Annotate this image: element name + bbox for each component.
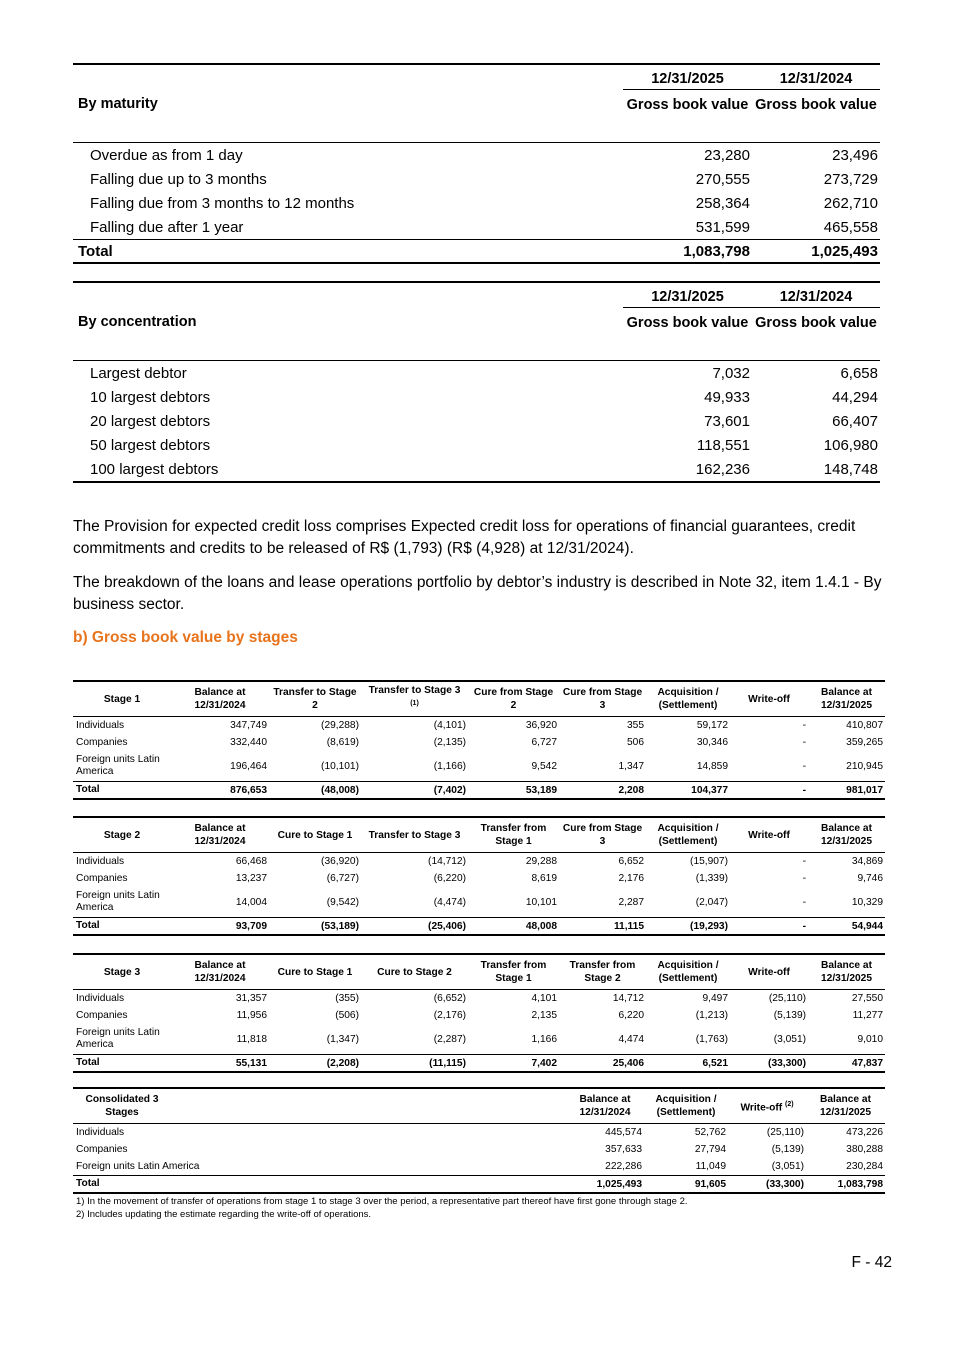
table-cell: 14,004 xyxy=(235,896,267,908)
table-cell: 52,762 xyxy=(694,1127,726,1138)
table-cell: 162,236 xyxy=(623,457,752,482)
table-row xyxy=(73,887,885,918)
table-cell: 355 xyxy=(627,720,644,731)
table-cell: Foreign units Latin America xyxy=(76,890,160,913)
table-cell: (1,213) xyxy=(695,1010,728,1021)
table-cell: 53,189 xyxy=(468,782,559,800)
table-cell: 273,729 xyxy=(823,170,878,188)
table-cell: (1,339) xyxy=(695,873,728,884)
concentration-date-2024: 12/31/2024 xyxy=(752,282,880,308)
table-cell: 347,749 xyxy=(230,720,267,731)
col-header: Acquisition / (Settlement) xyxy=(646,954,730,990)
table-cell: Individuals xyxy=(76,719,125,731)
concentration-col-gross-2: Gross book value xyxy=(752,308,880,361)
table-cell: 59,172 xyxy=(696,720,728,731)
col-header: Acquisition / (Settlement) xyxy=(646,817,730,853)
table-cell: Individuals xyxy=(76,992,125,1004)
stage2-table xyxy=(73,816,885,936)
table-total-row xyxy=(73,782,885,800)
col-header: Transfer from Stage 2 xyxy=(559,954,646,990)
table-cell: (5,139) xyxy=(771,1144,804,1155)
table-row xyxy=(73,1007,885,1024)
table-cell: Largest debtor xyxy=(90,364,187,382)
table-cell: - xyxy=(802,737,806,748)
col-header: Cure from Stage 2 xyxy=(468,681,559,717)
table-cell: 2,176 xyxy=(618,873,644,884)
concentration-title: By concentration xyxy=(73,308,623,361)
table-cell: 9,542 xyxy=(531,760,557,772)
table-cell: Total xyxy=(73,240,623,264)
table-cell: 36,920 xyxy=(525,720,557,731)
maturity-col-gross-1: Gross book value xyxy=(623,90,752,143)
table-cell: (14,712) xyxy=(428,856,466,867)
table-row xyxy=(73,1141,885,1158)
table-cell: 981,017 xyxy=(808,782,885,800)
table-cell: 9,746 xyxy=(857,873,883,884)
col-header: Write-off $^{(2)}$ xyxy=(728,1088,806,1124)
table-cell: (1,763) xyxy=(695,1033,728,1045)
table-row xyxy=(73,385,880,409)
table-cell: (3,051) xyxy=(771,1161,804,1172)
table-cell: Foreign units Latin America xyxy=(76,754,160,777)
table-cell: (7,402) xyxy=(361,782,468,800)
table-cell: 6,658 xyxy=(840,364,878,382)
table-cell: 14,712 xyxy=(612,993,644,1004)
table-cell: (8,619) xyxy=(326,737,359,748)
table-row xyxy=(73,1158,885,1176)
table-cell: Total xyxy=(73,918,171,936)
table-cell: (4,101) xyxy=(433,720,466,731)
page-number: F - 42 xyxy=(851,1254,892,1271)
table-cell: (25,406) xyxy=(361,918,468,936)
table-cell: - xyxy=(802,856,806,867)
table-cell: Individuals xyxy=(76,855,125,867)
table-cell: 1,166 xyxy=(531,1033,557,1045)
table-cell: 1,025,493 xyxy=(566,1176,644,1194)
table-cell: 465,558 xyxy=(823,218,878,236)
table-row xyxy=(73,143,880,168)
col-header: Transfer from Stage 1 xyxy=(468,954,559,990)
table-cell: 27,550 xyxy=(851,993,883,1004)
col-header: Consolidated 3 Stages xyxy=(73,1088,171,1124)
table-cell: - xyxy=(802,760,806,772)
table-row xyxy=(73,191,880,215)
table-cell: 11,956 xyxy=(236,1010,267,1021)
table-cell: Overdue as from 1 day xyxy=(90,146,243,164)
table-cell: - xyxy=(802,896,806,908)
table-total-row xyxy=(73,240,880,264)
table-cell: 380,288 xyxy=(846,1144,883,1155)
table-cell: Total xyxy=(73,1055,171,1073)
table-cell: Companies xyxy=(76,1009,128,1021)
table-row xyxy=(73,1124,885,1142)
table-cell: 29,288 xyxy=(525,856,557,867)
col-header: Acquisition / (Settlement) xyxy=(644,1088,728,1124)
consolidated-table xyxy=(73,1087,885,1194)
table-cell: 20 largest debtors xyxy=(90,412,211,430)
col-header: Balance at 12/31/2025 xyxy=(808,954,885,990)
concentration-table xyxy=(73,281,880,483)
table-cell: 506 xyxy=(627,737,644,748)
table-cell: 270,555 xyxy=(695,170,750,188)
table-cell: 6,727 xyxy=(531,737,557,748)
table-cell: Companies xyxy=(76,1143,128,1155)
table-cell: Individuals xyxy=(76,1126,125,1138)
table-total-row xyxy=(73,1176,885,1194)
table-cell: 9,010 xyxy=(857,1033,883,1045)
col-header: Balance at 12/31/2024 xyxy=(566,1088,644,1124)
col-header: Write-off xyxy=(730,817,808,853)
table-cell: 13,237 xyxy=(235,873,267,884)
table-row xyxy=(73,990,885,1008)
col-header: Cure to Stage 1 xyxy=(269,817,361,853)
table-cell: (5,139) xyxy=(773,1010,806,1021)
table-cell: (36,920) xyxy=(321,856,359,867)
table-cell: 1,083,798 xyxy=(623,240,752,264)
breakdown-paragraph: The breakdown of the loans and lease operations portfolio by debtor’s industry is described in Note 32, item 1.4.1 - By business sector. xyxy=(73,574,882,613)
table-cell: (2,047) xyxy=(695,896,728,908)
table-cell: 91,605 xyxy=(644,1176,728,1194)
table-cell: 473,226 xyxy=(846,1127,883,1138)
table-cell: - xyxy=(730,918,808,936)
table-cell: (355) xyxy=(335,993,359,1004)
footnote-2: 2) Includes updating the estimate regarding the write-off of operations. xyxy=(76,1209,372,1220)
col-header: Transfer to Stage 2 xyxy=(269,681,361,717)
col-header: Transfer to Stage 3 $^{(1)}$ xyxy=(361,681,468,717)
table-cell: Falling due after 1 year xyxy=(90,218,244,236)
table-row xyxy=(73,215,880,240)
table-row xyxy=(73,1024,885,1055)
table-cell: (6,220) xyxy=(433,873,466,884)
table-cell: (15,907) xyxy=(690,856,728,867)
table-cell: Falling due up to 3 months xyxy=(90,170,267,188)
table-cell: (1,166) xyxy=(433,760,466,772)
table-row xyxy=(73,870,885,887)
col-header: Balance at 12/31/2025 xyxy=(808,681,885,717)
table-cell: (29,288) xyxy=(321,720,359,731)
footnote-ref-2: (2) xyxy=(784,1100,794,1108)
col-header: Cure from Stage 3 xyxy=(559,681,646,717)
table-cell: 23,280 xyxy=(704,146,750,164)
table-cell: (4,474) xyxy=(433,896,466,908)
col-header: Balance at 12/31/2024 xyxy=(171,954,269,990)
provision-paragraph: The Provision for expected credit loss comprises Expected credit loss for operations of financial guarantees, credit commitments and credits to be released of R$ (1,793) (R$ (4,928) at 12/31/2024). xyxy=(73,518,856,557)
table-cell: 359,265 xyxy=(846,737,883,748)
table-cell: (2,135) xyxy=(433,737,466,748)
table-cell: 210,945 xyxy=(846,760,883,772)
table-cell: 7,032 xyxy=(712,364,750,382)
table-cell: (48,008) xyxy=(269,782,361,800)
table-cell: 1,347 xyxy=(618,760,644,772)
table-cell: 31,357 xyxy=(235,993,267,1004)
table-cell: Companies xyxy=(76,872,128,884)
table-cell: (53,189) xyxy=(269,918,361,936)
table-cell: (33,300) xyxy=(728,1176,806,1194)
table-cell: 445,574 xyxy=(605,1127,642,1138)
section-heading: b) Gross book value by stages xyxy=(73,629,298,646)
col-header: Cure to Stage 2 xyxy=(361,954,468,990)
concentration-date-2025: 12/31/2025 xyxy=(623,282,752,308)
table-cell: 34,869 xyxy=(851,856,883,867)
table-cell: 66,407 xyxy=(832,412,878,430)
table-cell: 10,329 xyxy=(851,896,883,908)
table-cell: 23,496 xyxy=(832,146,878,164)
col-header: Balance at 12/31/2024 xyxy=(171,681,269,717)
table-cell: - xyxy=(730,782,808,800)
col-header: Cure from Stage 3 xyxy=(559,817,646,853)
table-cell: (11,115) xyxy=(361,1055,468,1073)
table-cell: 1,083,798 xyxy=(806,1176,885,1194)
col-header: Stage 1 xyxy=(73,681,171,717)
table-cell: 2,135 xyxy=(531,1010,557,1021)
table-row xyxy=(73,167,880,191)
table-cell: 6,220 xyxy=(618,1010,644,1021)
table-cell: (1,347) xyxy=(326,1033,359,1045)
stage3-table xyxy=(73,953,885,1073)
table-cell: (10,101) xyxy=(321,760,359,772)
table-cell: 104,377 xyxy=(646,782,730,800)
table-cell: (2,176) xyxy=(433,1010,466,1021)
table-cell: - xyxy=(802,720,806,731)
table-cell: 531,599 xyxy=(695,218,750,236)
table-cell: 10,101 xyxy=(525,896,557,908)
table-cell: 10 largest debtors xyxy=(90,388,211,406)
table-cell: 11,277 xyxy=(852,1010,883,1021)
col-header: Stage 3 xyxy=(73,954,171,990)
table-cell: 1,025,493 xyxy=(752,240,880,264)
table-cell: 118,551 xyxy=(696,436,750,454)
table-cell: (506) xyxy=(335,1010,359,1021)
table-cell: 9,497 xyxy=(702,993,728,1004)
table-cell: 196,464 xyxy=(230,760,267,772)
table-cell: 100 largest debtors xyxy=(73,457,623,482)
table-cell: 106,980 xyxy=(823,436,878,454)
maturity-date-2024: 12/31/2024 xyxy=(752,64,880,90)
table-row xyxy=(73,409,880,433)
table-cell: 48,008 xyxy=(468,918,559,936)
maturity-date-2025: 12/31/2025 xyxy=(623,64,752,90)
table-row xyxy=(73,717,885,735)
table-cell: 44,294 xyxy=(832,388,878,406)
table-cell: 357,633 xyxy=(605,1144,642,1155)
table-cell: 73,601 xyxy=(704,412,750,430)
table-cell: Foreign units Latin America xyxy=(76,1160,200,1172)
table-cell: (19,293) xyxy=(646,918,730,936)
table-cell: 7,402 xyxy=(468,1055,559,1073)
stage1-table xyxy=(73,680,885,800)
table-cell: 54,944 xyxy=(808,918,885,936)
table-cell: 66,468 xyxy=(235,856,267,867)
table-cell: 4,101 xyxy=(531,993,557,1004)
table-cell: (6,727) xyxy=(326,873,359,884)
maturity-title: By maturity xyxy=(73,90,623,143)
table-cell: 2,287 xyxy=(618,896,644,908)
table-row xyxy=(73,457,880,482)
table-cell: 258,364 xyxy=(695,194,750,212)
table-cell: 30,346 xyxy=(696,737,728,748)
table-cell: 25,406 xyxy=(559,1055,646,1073)
maturity-col-gross-2: Gross book value xyxy=(752,90,880,143)
table-cell: 332,440 xyxy=(230,737,267,748)
col-header: Transfer to Stage 3 xyxy=(361,817,468,853)
table-total-row xyxy=(73,1055,885,1073)
concentration-col-gross-1: Gross book value xyxy=(623,308,752,361)
table-row xyxy=(73,361,880,386)
table-row xyxy=(73,853,885,871)
footnote-ref-1: (1) xyxy=(410,700,419,708)
table-cell: 410,807 xyxy=(846,720,883,731)
table-cell: Falling due from 3 months to 12 months xyxy=(90,194,355,212)
table-cell: (6,652) xyxy=(433,993,466,1004)
table-cell: 11,115 xyxy=(559,918,646,936)
table-cell: 6,652 xyxy=(618,856,644,867)
col-header: Stage 2 xyxy=(73,817,171,853)
table-row xyxy=(73,433,880,457)
table-row xyxy=(73,751,885,782)
table-cell: 222,286 xyxy=(605,1161,642,1172)
table-cell: (9,542) xyxy=(326,896,359,908)
table-cell: 876,653 xyxy=(171,782,269,800)
footnote-1: 1) In the movement of transfer of operations from stage 1 to stage 3 over the period, a representative part thereof have first gone through stage 2. xyxy=(76,1196,688,1207)
table-cell: Total xyxy=(73,1176,566,1194)
table-cell: 2,208 xyxy=(559,782,646,800)
col-header: Balance at 12/31/2025 xyxy=(806,1088,885,1124)
table-cell: - xyxy=(802,873,806,884)
table-cell: Total xyxy=(73,782,171,800)
table-total-row xyxy=(73,918,885,936)
table-cell: 148,748 xyxy=(752,457,880,482)
table-cell: (25,110) xyxy=(768,993,806,1004)
col-header: Balance at 12/31/2025 xyxy=(808,817,885,853)
table-cell: 11,818 xyxy=(236,1033,267,1045)
table-cell: 6,521 xyxy=(646,1055,730,1073)
table-cell: (25,110) xyxy=(766,1127,804,1138)
table-cell: Companies xyxy=(76,736,128,748)
col-header: Cure to Stage 1 xyxy=(269,954,361,990)
table-cell: 4,474 xyxy=(618,1033,644,1045)
table-cell: 27,794 xyxy=(694,1144,726,1155)
table-cell: 55,131 xyxy=(171,1055,269,1073)
table-cell: 11,049 xyxy=(695,1161,726,1172)
table-cell: 50 largest debtors xyxy=(90,436,211,454)
col-header: Write-off xyxy=(730,954,808,990)
table-cell: (2,208) xyxy=(269,1055,361,1073)
table-cell: 262,710 xyxy=(823,194,878,212)
table-cell: 8,619 xyxy=(531,873,557,884)
table-cell: Foreign units Latin America xyxy=(76,1027,160,1050)
table-row xyxy=(73,734,885,751)
table-cell: (3,051) xyxy=(773,1033,806,1045)
table-cell: 230,284 xyxy=(846,1161,883,1172)
table-cell: 47,837 xyxy=(808,1055,885,1073)
col-header: Write-off xyxy=(730,681,808,717)
col-header: Balance at 12/31/2024 xyxy=(171,817,269,853)
table-cell: 93,709 xyxy=(171,918,269,936)
col-header: Acquisition / (Settlement) xyxy=(646,681,730,717)
table-cell: (33,300) xyxy=(730,1055,808,1073)
col-header: Transfer from Stage 1 xyxy=(468,817,559,853)
table-cell: 49,933 xyxy=(704,388,750,406)
table-cell: 14,859 xyxy=(696,760,728,772)
maturity-table xyxy=(73,63,880,264)
table-cell: (2,287) xyxy=(433,1033,466,1045)
